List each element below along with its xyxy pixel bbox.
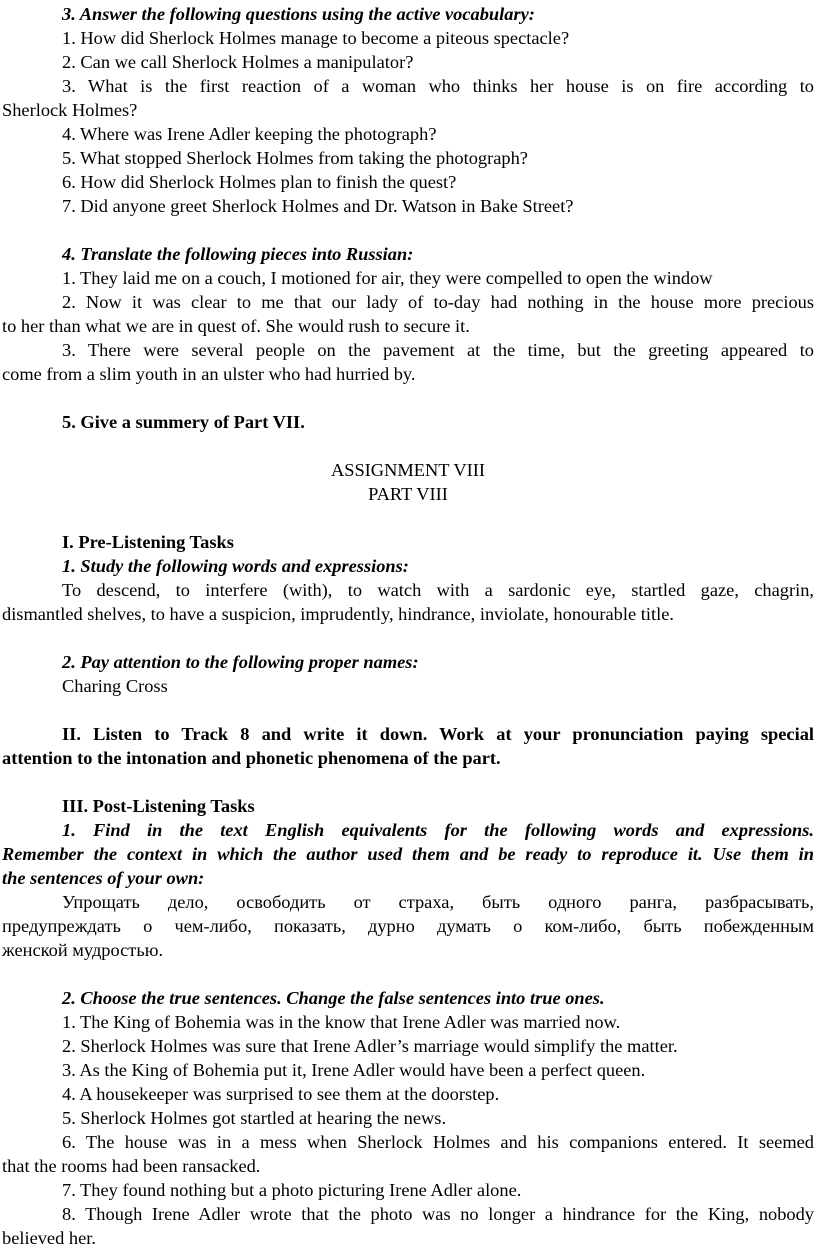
- question-7: 7. Did anyone greet Sherlock Holmes and Dr. Watson in Bake Street?: [62, 196, 574, 216]
- section-5-heading: 5. Give a summery of Part VII.: [62, 412, 305, 432]
- question-3-line-1: 3. What is the first reaction of a woman who thinks her house is on fire according to: [62, 76, 814, 96]
- sentence-1: 1. The King of Bohemia was in the know that Irene Adler was married now.: [62, 1012, 621, 1032]
- find-equivalents-line-1: 1. Find in the text English equivalents for the following words and expressions.: [62, 820, 814, 840]
- sentence-3: 3. As the King of Bohemia put it, Irene Adler would have been a perfect queen.: [62, 1060, 646, 1080]
- listening-task-line-2: attention to the intonation and phonetic phenomena of the part.: [2, 748, 501, 768]
- question-2: 2. Can we call Sherlock Holmes a manipulator?: [62, 52, 414, 72]
- find-equivalents-line-3: the sentences of your own:: [2, 868, 205, 888]
- sentence-6-line-1: 6. The house was in a mess when Sherlock Holmes and his companions entered. It seemed: [62, 1132, 814, 1152]
- sentence-8-line-1: 8. Though Irene Adler wrote that the photo was no longer a hindrance for the King, nobody: [62, 1204, 814, 1224]
- sentence-8-line-2: believed her.: [2, 1228, 96, 1248]
- study-words-line-2: dismantled shelves, to have a suspicion, imprudently, hindrance, inviolate, honourable title.: [2, 604, 674, 624]
- proper-names-value: Charing Cross: [62, 676, 168, 696]
- pre-listening-heading: I. Pre-Listening Tasks: [62, 532, 234, 552]
- question-4: 4. Where was Irene Adler keeping the photograph?: [62, 124, 437, 144]
- study-words-line-1: To descend, to interfere (with), to watch with a sardonic eye, startled gaze, chagrin,: [62, 580, 814, 600]
- part-title: PART VIII: [368, 484, 448, 504]
- translate-piece-3-line-1: 3. There were several people on the pavement at the time, but the greeting appeared to: [62, 340, 814, 360]
- true-false-heading: 2. Choose the true sentences. Change the false sentences into true ones.: [62, 988, 605, 1008]
- section-3-heading: 3. Answer the following questions using the active vocabulary:: [62, 4, 535, 24]
- sentence-4: 4. A housekeeper was surprised to see them at the doorstep.: [62, 1084, 500, 1104]
- assignment-title: ASSIGNMENT VIII: [330, 460, 486, 480]
- post-listening-heading: III. Post-Listening Tasks: [62, 796, 255, 816]
- russian-phrases-line-1: Упрощать дело, освободить от страха, быть одного ранга, разбрасывать,: [62, 892, 814, 912]
- listening-task-line-1: II. Listen to Track 8 and write it down. Work at your pronunciation paying special: [62, 724, 814, 744]
- russian-phrases-line-2: предупреждать о чем-либо, показать, дурно думать о ком-либо, быть побежденным: [2, 916, 814, 936]
- study-words-heading: 1. Study the following words and expressions:: [62, 556, 409, 576]
- question-6: 6. How did Sherlock Holmes plan to finish the quest?: [62, 172, 457, 192]
- russian-phrases-line-3: женской мудростью.: [2, 940, 164, 960]
- translate-piece-2-line-1: 2. Now it was clear to me that our lady of to-day had nothing in the house more precious: [62, 292, 814, 312]
- proper-names-heading: 2. Pay attention to the following proper names:: [62, 652, 419, 672]
- section-4-heading: 4. Translate the following pieces into Russian:: [62, 244, 414, 264]
- question-5: 5. What stopped Sherlock Holmes from taking the photograph?: [62, 148, 528, 168]
- translate-piece-2-line-2: to her than what we are in quest of. She would rush to secure it.: [2, 316, 470, 336]
- sentence-2: 2. Sherlock Holmes was sure that Irene Adler’s marriage would simplify the matter.: [62, 1036, 678, 1056]
- sentence-7: 7. They found nothing but a photo picturing Irene Adler alone.: [62, 1180, 522, 1200]
- question-1: 1. How did Sherlock Holmes manage to become a piteous spectacle?: [62, 28, 570, 48]
- sentence-6-line-2: that the rooms had been ransacked.: [2, 1156, 261, 1176]
- question-3-line-2: Sherlock Holmes?: [2, 100, 138, 120]
- sentence-5: 5. Sherlock Holmes got startled at hearing the news.: [62, 1108, 447, 1128]
- find-equivalents-line-2: Remember the context in which the author used them and be ready to reproduce it. Use them in: [2, 844, 814, 864]
- translate-piece-1: 1. They laid me on a couch, I motioned for air, they were compelled to open the window: [62, 268, 713, 288]
- translate-piece-3-line-2: come from a slim youth in an ulster who had hurried by.: [2, 364, 416, 384]
